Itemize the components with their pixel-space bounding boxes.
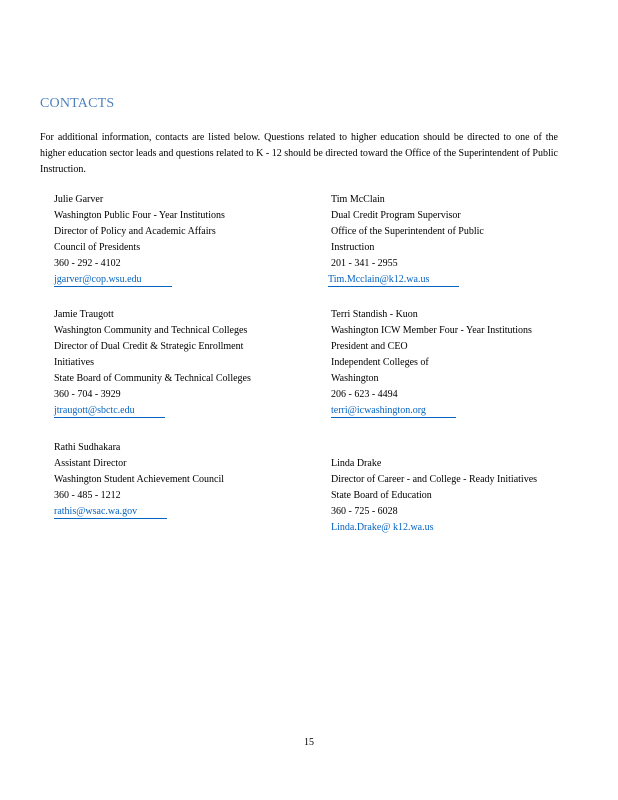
contact-phone: 360 - 704 - 3929: [54, 389, 121, 400]
contact-title: Director of Dual Credit & Strategic Enrollment: [54, 341, 244, 352]
contact-email-link[interactable]: terri@icwashington.org: [331, 404, 456, 418]
contact-name: Jamie Traugott: [54, 309, 114, 320]
contact-card-drake: [331, 456, 537, 536]
contact-phone: 360 - 485 - 1212: [54, 490, 121, 501]
contact-agency: Office of the Superintendent of Public: [331, 226, 484, 237]
contact-email-link[interactable]: jgarver@cop.wsu.edu: [54, 273, 172, 287]
contact-card-standish-kuon: [331, 307, 532, 419]
contact-organization: Washington ICW Member Four - Year Institutions: [331, 325, 532, 336]
contact-title: Dual Credit Program Supervisor: [331, 210, 461, 221]
contact-title-cont: Initiatives: [54, 357, 94, 368]
contact-card-traugott: [54, 307, 251, 419]
contact-agency: Independent Colleges of: [331, 357, 429, 368]
contact-agency-cont: Washington: [331, 373, 379, 384]
contact-title: President and CEO: [331, 341, 408, 352]
contact-phone: 360 - 725 - 6028: [331, 506, 398, 517]
contact-card-garver: [54, 192, 225, 288]
contact-card-sudhakara: [54, 440, 224, 520]
contact-name: Tim McClain: [331, 194, 385, 205]
contact-name: Rathi Sudhakara: [54, 442, 121, 453]
contact-name: Terri Standish - Kuon: [331, 309, 418, 320]
contact-name: Julie Garver: [54, 194, 104, 205]
contact-organization: Washington Public Four - Year Institutions: [54, 210, 225, 221]
contact-agency-cont: Instruction: [331, 242, 375, 253]
contact-phone: 201 - 341 - 2955: [331, 258, 398, 269]
contact-email-link[interactable]: rathis@wsac.wa.gov: [54, 505, 167, 519]
contact-title: Director of Policy and Academic Affairs: [54, 226, 216, 237]
contact-title: Director of Career - and College - Ready Initiatives: [331, 474, 538, 485]
intro-paragraph: For additional information, contacts are listed below. Questions related to higher education should be directed to one of the higher education sector leads and questions related to K - 12 should be directed toward the Office of the Superintendent of Public Instruction.: [40, 132, 558, 175]
contact-title: Assistant Director: [54, 458, 127, 469]
contact-email-link[interactable]: Linda.Drake@ k12.wa.us: [331, 522, 434, 533]
contact-agency: State Board of Community & Technical Colleges: [54, 373, 251, 384]
contact-email-link[interactable]: jtraugott@sbctc.edu: [54, 404, 165, 418]
page-number: 15: [304, 737, 314, 748]
contact-phone: 206 - 623 - 4494: [331, 389, 398, 400]
contact-agency: Washington Student Achievement Council: [54, 474, 225, 485]
contact-organization: Washington Community and Technical Colleges: [54, 325, 248, 336]
section-heading: CONTACTS: [40, 96, 115, 111]
contact-email-link[interactable]: Tim.Mcclain@k12.wa.us: [328, 273, 459, 287]
contact-phone: 360 - 292 - 4102: [54, 258, 121, 269]
contact-agency: Council of Presidents: [54, 242, 141, 253]
contact-card-mcclain: [328, 192, 484, 288]
contact-name: Linda Drake: [331, 458, 382, 469]
contact-agency: State Board of Education: [331, 490, 432, 501]
